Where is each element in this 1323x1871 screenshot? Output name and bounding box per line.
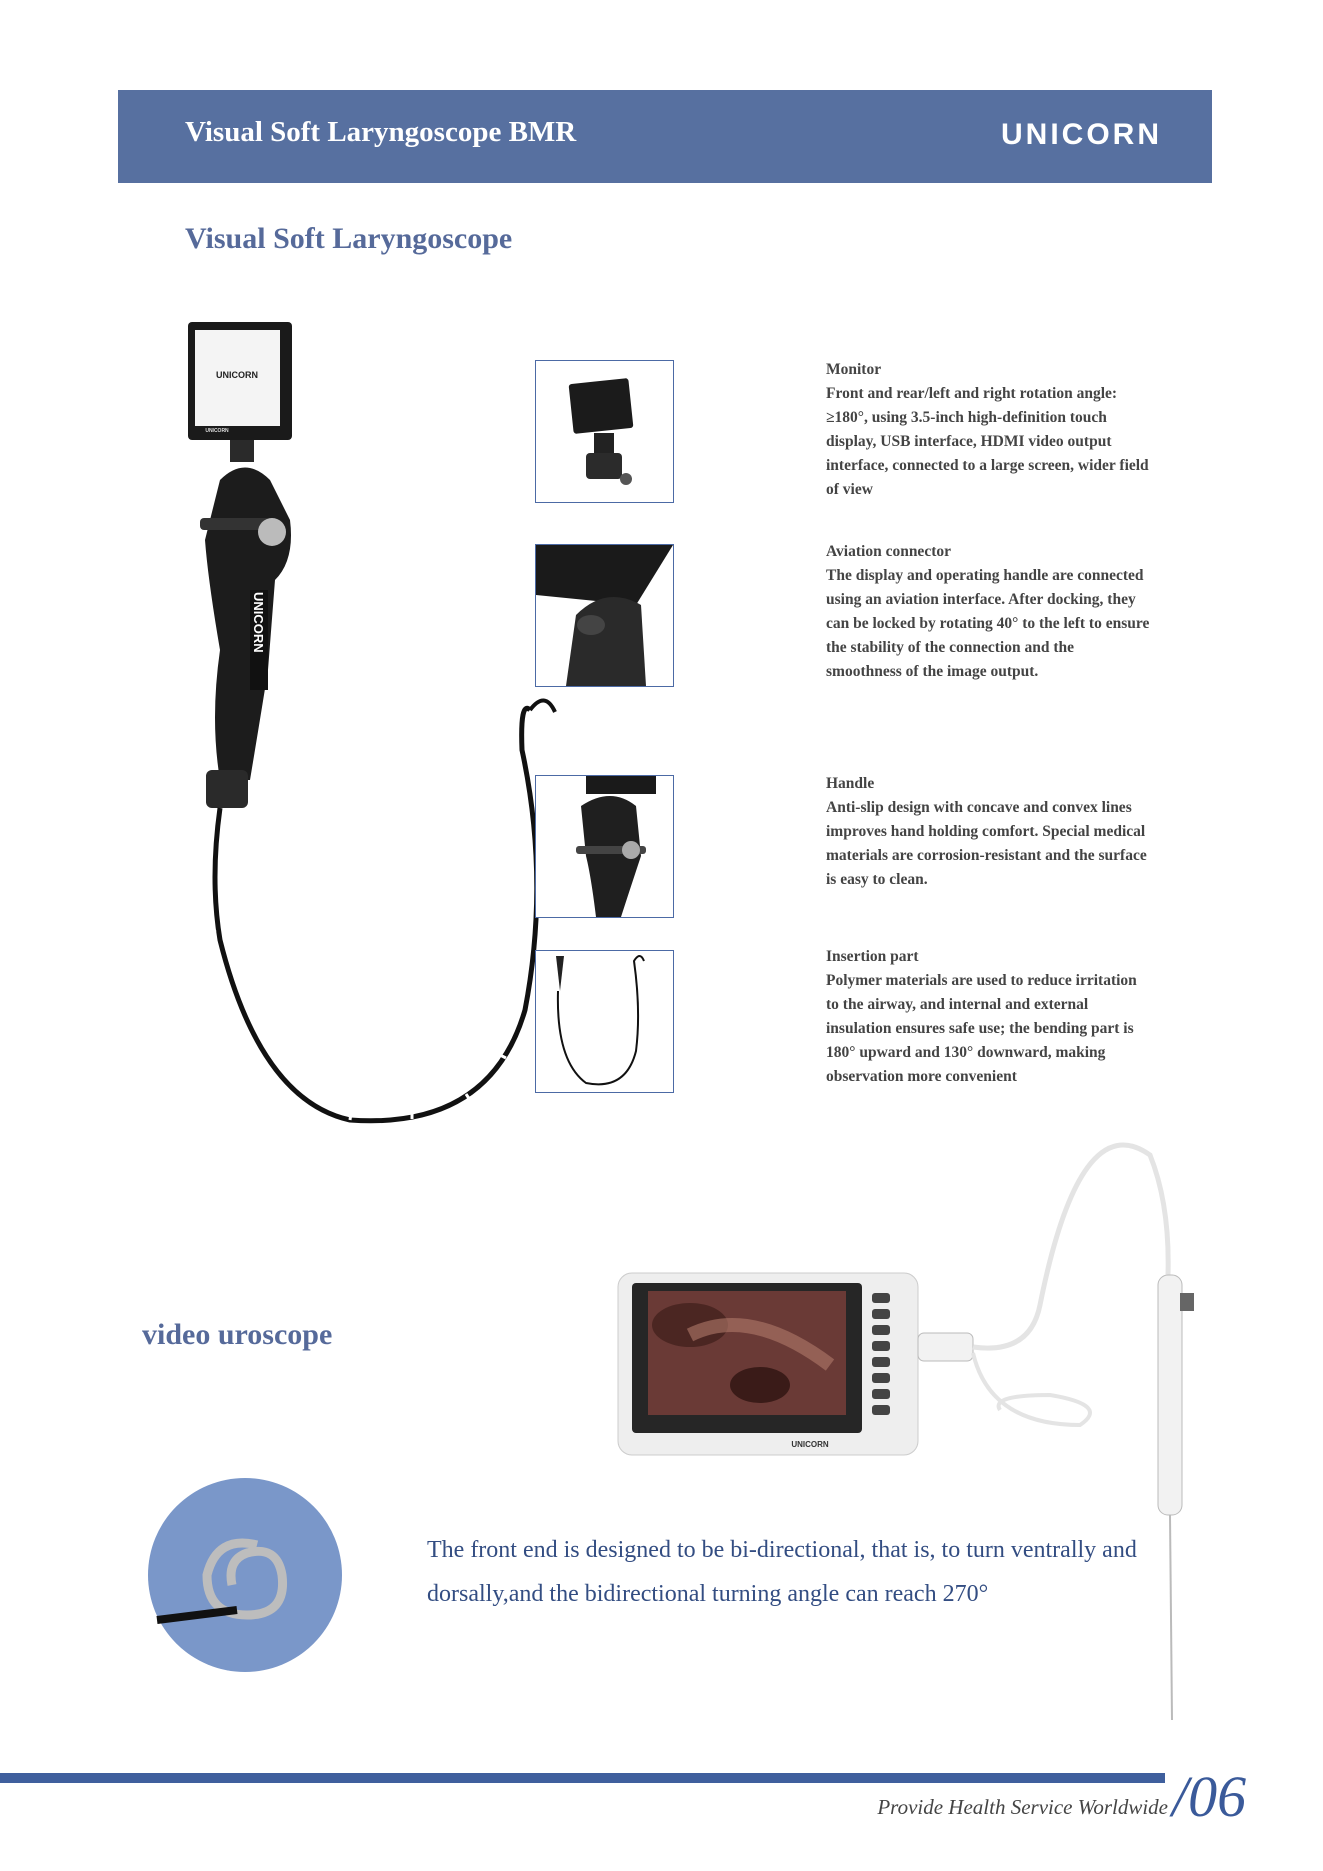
- feature-name: Insertion part: [826, 948, 919, 965]
- brand-logo: UNICORN: [1001, 118, 1162, 151]
- feature-monitor: [826, 358, 1151, 502]
- feature-name: Handle: [826, 775, 875, 792]
- laryngoscope-illustration: [150, 320, 570, 1140]
- feature-description: Front and rear/left and right rotation angle: ≥180°, using 3.5-inch high-definition touch display, USB interface, HDMI video output interface, connected to a large screen, wider field of view: [826, 385, 1149, 498]
- header-title: Visual Soft Laryngoscope BMR: [185, 116, 577, 148]
- bidirectional-description: The front end is designed to be bi-directional, that is, to turn ventrally and dorsally,and the bidirectional turning angle can reach 270°: [427, 1537, 1137, 1607]
- feature-name: Monitor: [826, 361, 882, 378]
- footer-line: [0, 1773, 1165, 1783]
- footer-tagline: Provide Health Service Worldwide: [877, 1795, 1168, 1819]
- screen-logo: UNICORN: [216, 370, 258, 380]
- thumbnail-handle: [535, 775, 674, 918]
- feature-description: Anti-slip design with concave and convex lines improves hand holding comfort. Special medical materials are corrosion-resistant and the surface is easy to clean.: [826, 799, 1147, 888]
- monitor-detail-image: [536, 361, 673, 502]
- handle-logo: UNICORN: [251, 592, 266, 653]
- bending-tip-image: [147, 1475, 343, 1675]
- section-title-laryngoscope: Visual Soft Laryngoscope: [185, 222, 513, 255]
- page-number: /06: [1172, 1764, 1247, 1829]
- uroscope-illustration: [610, 1105, 1210, 1725]
- header-bar: [118, 90, 1212, 183]
- monitor-logo: UNICORN: [791, 1440, 829, 1449]
- feature-description: The display and operating handle are connected using an aviation interface. After docking, they can be locked by rotating 40° to the left to ensure the stability of the connection and the smoothness of the image output.: [826, 567, 1150, 680]
- feature-description: Polymer materials are used to reduce irritation to the airway, and internal and external insulation ensures safe use; the bending part is 180° upward and 130° downward, making observation more convenient: [826, 972, 1137, 1085]
- section-title-uroscope: video uroscope: [142, 1318, 333, 1351]
- connector-detail-image: [536, 545, 673, 686]
- feature-name: Aviation connector: [826, 543, 951, 560]
- thumbnail-monitor: [535, 360, 674, 503]
- feature-handle: [826, 772, 1151, 892]
- thumbnail-connector: [535, 544, 674, 687]
- feature-aviation-connector: [826, 540, 1151, 684]
- thumbnail-insertion: [535, 950, 674, 1093]
- handle-detail-image: [536, 776, 673, 917]
- feature-insertion-part: [826, 945, 1151, 1089]
- screen-logo-small: UNICORN: [205, 428, 229, 434]
- insertion-detail-image: [536, 951, 673, 1092]
